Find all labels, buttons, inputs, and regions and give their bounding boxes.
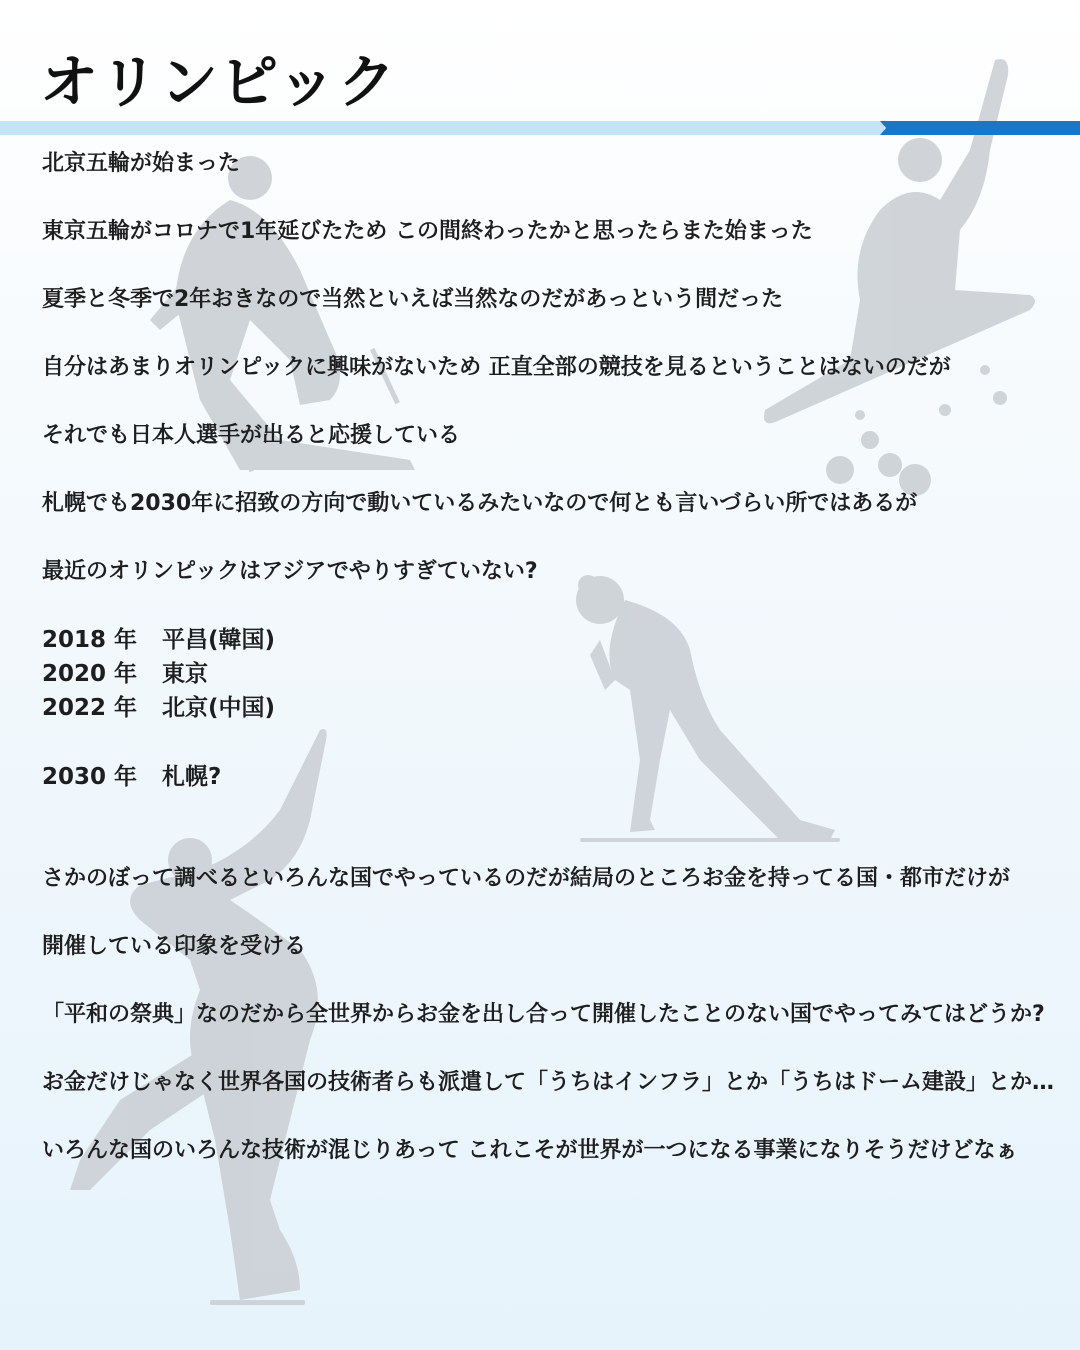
page-title: オリンピック <box>40 48 398 116</box>
paragraph: 自分はあまりオリンピックに興味がないため 正直全部の競技を見るということはないのだが <box>42 355 951 380</box>
paragraph: 札幌でも2030年に招致の方向で動いているみたいなので何とも言いづらい所ではあるが <box>42 491 918 516</box>
paragraph: 開催している印象を受ける <box>42 934 307 959</box>
games-entry <box>42 657 208 691</box>
games-year: 2020 年 <box>42 661 138 687</box>
paragraph: それでも日本人選手が出ると応援している <box>42 423 461 448</box>
paragraph: お金だけじゃなく世界各国の技術者らも派遣して「うちはインフラ」とか「うちはドーム建設」とか… <box>42 1070 1055 1095</box>
paragraph: 北京五輪が始まった <box>42 151 241 176</box>
underline-accent-bar <box>880 121 1080 135</box>
games-year: 2030 年 <box>42 764 138 790</box>
games-entry <box>42 760 221 794</box>
paragraph: さかのぼって調べるといろんな国でやっているのだが結局のところお金を持ってる国・都市だけが <box>42 866 1011 891</box>
games-place: 北京(中国) <box>162 695 276 721</box>
games-place: 札幌? <box>162 764 222 790</box>
games-year: 2018 年 <box>42 627 138 653</box>
paragraph: 「平和の祭典」なのだから全世界からお金を出し合って開催したことのない国でやってみてはどうか? <box>42 1002 1045 1027</box>
paragraph: 最近のオリンピックはアジアでやりすぎていない? <box>42 559 538 584</box>
speed-skater-silhouette <box>576 575 840 842</box>
games-place: 平昌(韓国) <box>162 627 276 653</box>
underline-light-bar <box>0 121 884 135</box>
games-entry <box>42 691 275 725</box>
games-year: 2022 年 <box>42 695 138 721</box>
games-place: 東京 <box>162 661 208 687</box>
paragraph: いろんな国のいろんな技術が混じりあって これこそが世界が一つになる事業になりそうだけどなぁ <box>42 1138 1018 1163</box>
paragraph: 夏季と冬季で2年おきなので当然といえば当然なのだがあっという間だった <box>42 287 784 312</box>
paragraph: 東京五輪がコロナで1年延びたため この間終わったかと思ったらまた始まった <box>42 219 813 244</box>
games-entry <box>42 623 275 657</box>
title-underline <box>0 121 1080 135</box>
